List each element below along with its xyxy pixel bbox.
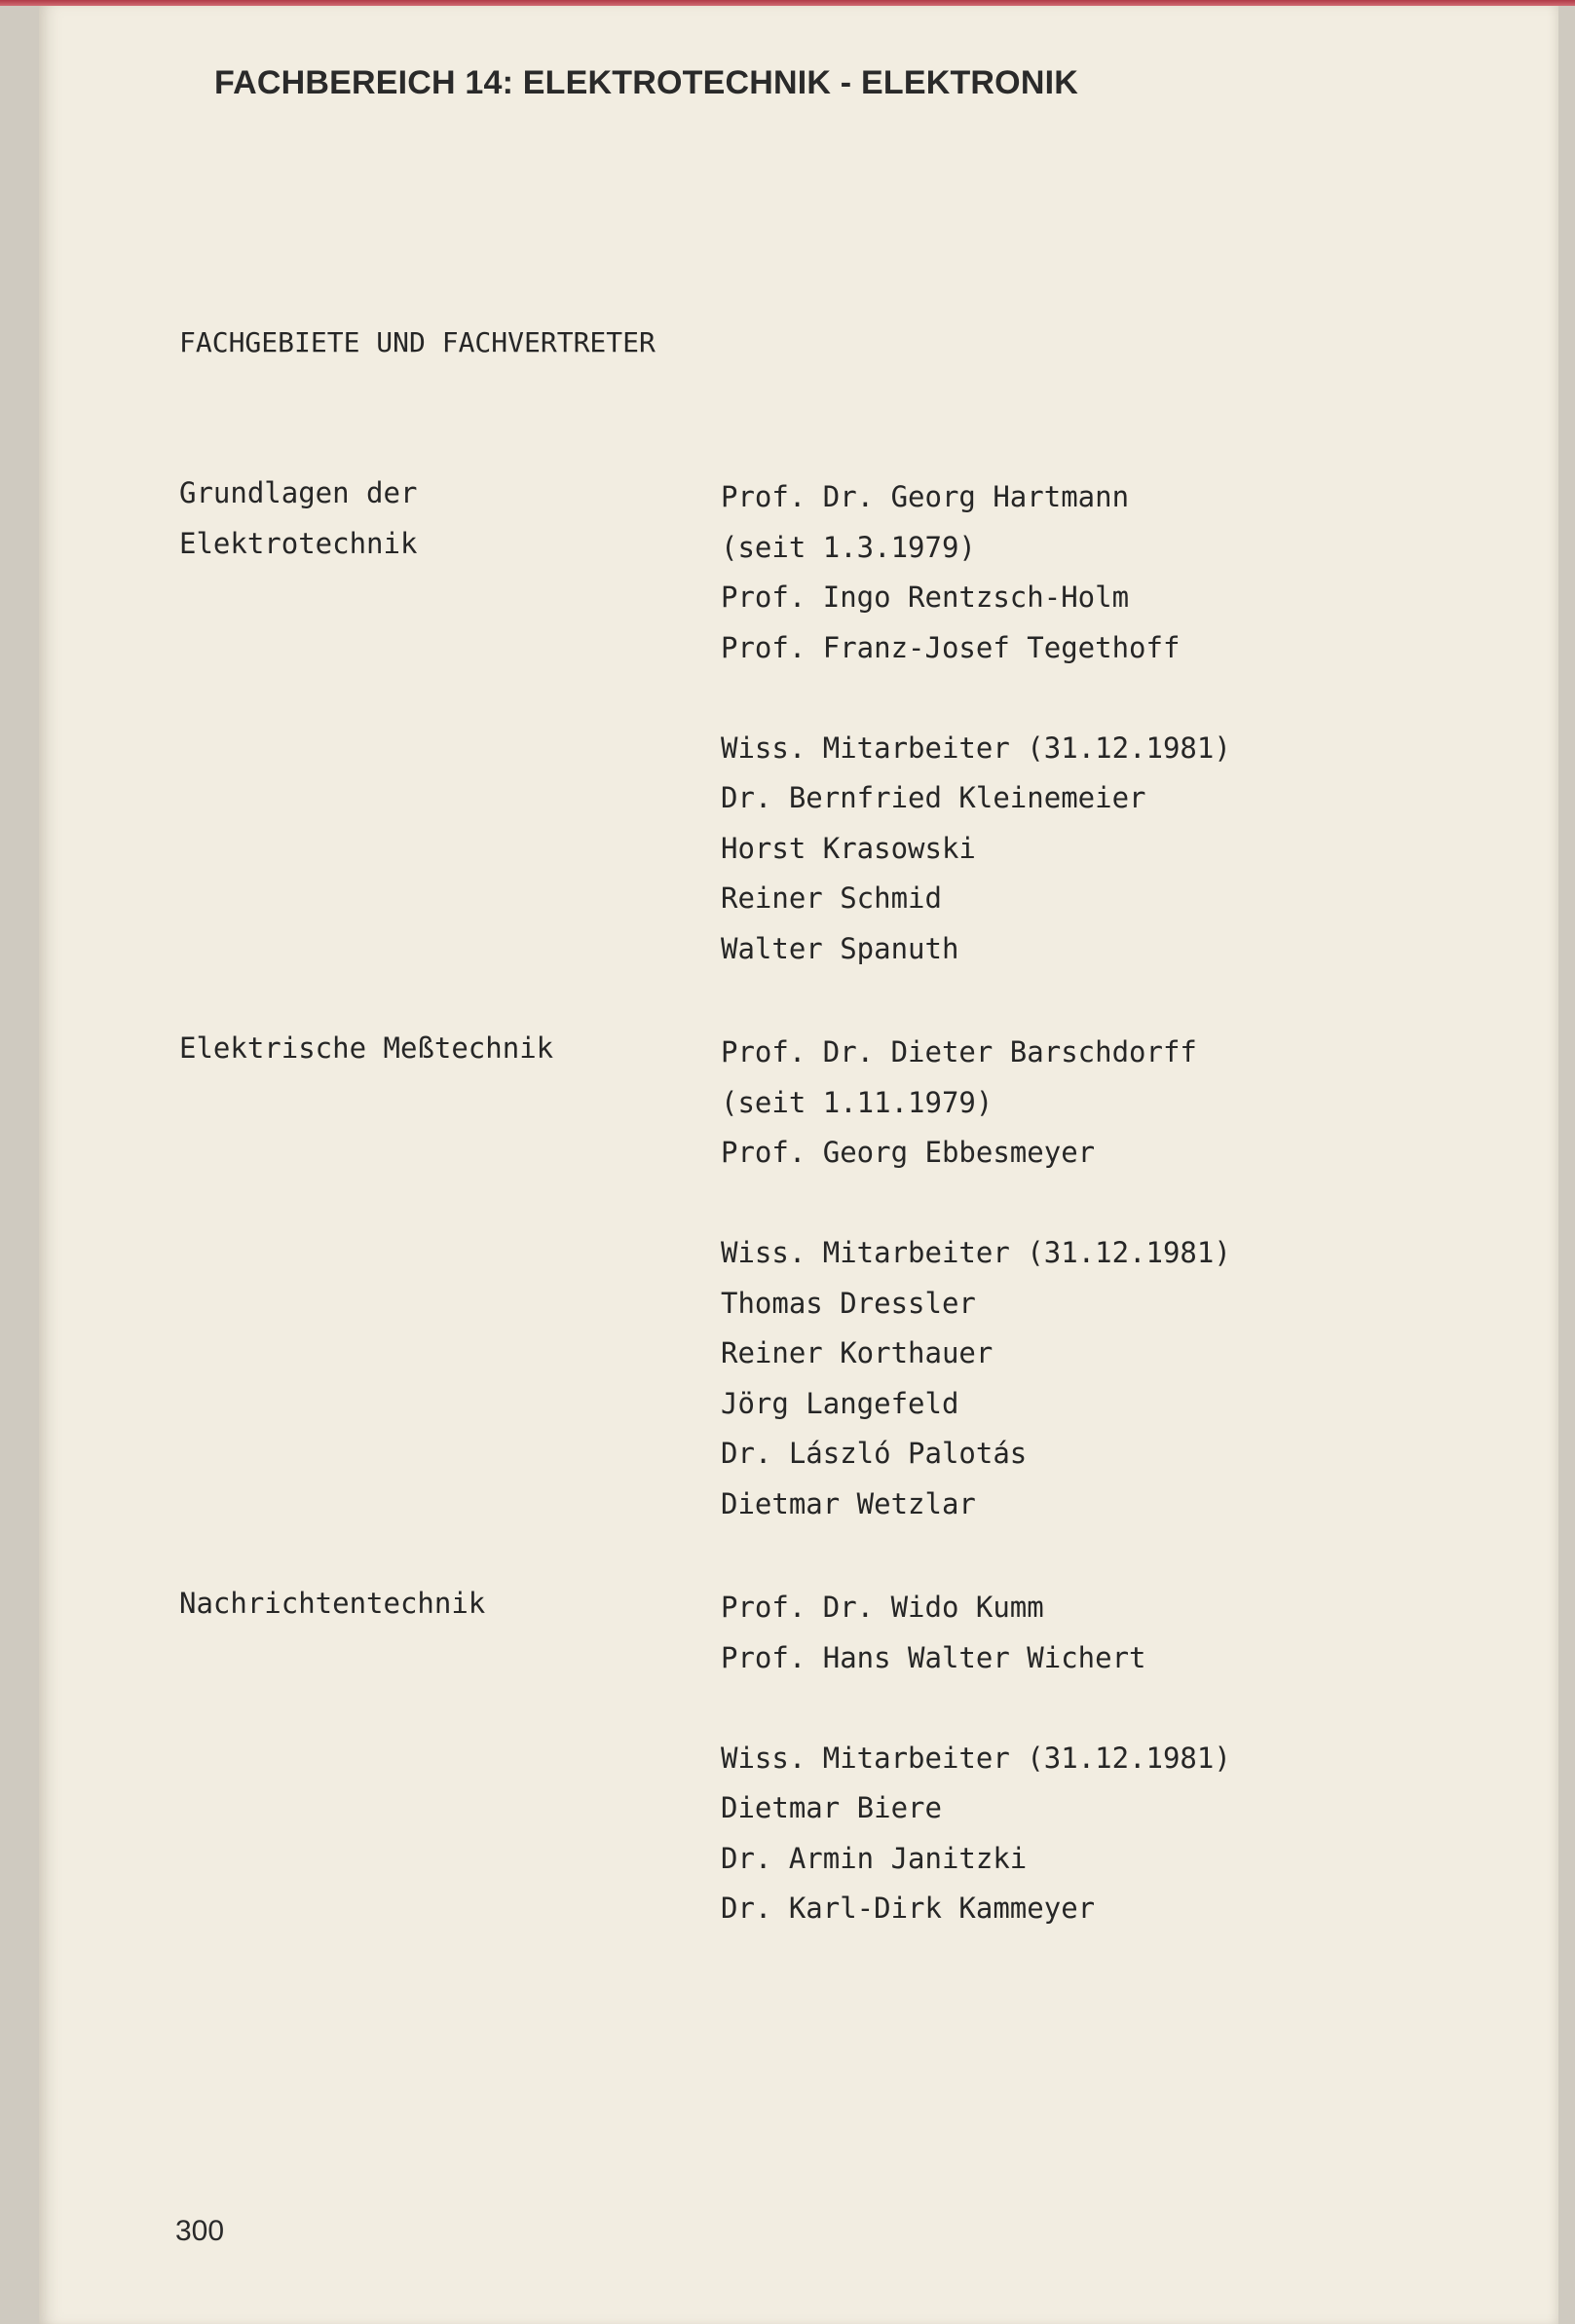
- page-number: 300: [175, 2215, 225, 2247]
- staff-entry: Dr. Bernfried Kleinemeier: [721, 781, 1146, 814]
- staff-entry: Reiner Korthauer: [721, 1336, 994, 1369]
- professor-note: (seit 1.11.1979): [721, 1085, 994, 1119]
- staff-entry: Dr. Armin Janitzki: [721, 1841, 1028, 1875]
- professor-entry: Prof. Dr. Wido Kumm: [721, 1591, 1044, 1624]
- professor-entry: Prof. Hans Walter Wichert: [721, 1640, 1146, 1674]
- field-name-nachrichtentechnik: [179, 1587, 486, 1640]
- spacer: [721, 1189, 1231, 1240]
- spacer: [721, 1694, 1231, 1744]
- field-members-nachrichtentechnik: [721, 1593, 1231, 1945]
- staff-entry: Jörg Langefeld: [721, 1386, 959, 1420]
- professor-entry: Prof. Ingo Rentzsch-Holm: [721, 581, 1130, 614]
- staff-heading: Wiss. Mitarbeiter (31.12.1981): [721, 1741, 1231, 1775]
- field-name-line: Elektrotechnik: [179, 527, 418, 560]
- field-name-line: Nachrichtentechnik: [179, 1587, 486, 1620]
- page-header: FACHBEREICH 14: ELEKTROTECHNIK - ELEKTRONIK: [214, 64, 1078, 101]
- document-page: [39, 6, 1558, 2324]
- professor-entry: Prof. Franz-Josef Tegethoff: [721, 630, 1181, 664]
- professor-entry: Prof. Dr. Dieter Barschdorff: [721, 1035, 1197, 1068]
- staff-heading: Wiss. Mitarbeiter (31.12.1981): [721, 1236, 1231, 1269]
- staff-entry: Thomas Dressler: [721, 1286, 976, 1320]
- staff-entry: Reiner Schmid: [721, 881, 942, 915]
- staff-entry: Walter Spanuth: [721, 931, 959, 965]
- professor-entry: Prof. Georg Ebbesmeyer: [721, 1136, 1096, 1169]
- staff-entry: Dietmar Wetzlar: [721, 1486, 976, 1520]
- professor-entry: Prof. Dr. Georg Hartmann: [721, 480, 1130, 513]
- field-name-line: Elektrische Meßtechnik: [179, 1031, 554, 1065]
- field-members-messtechnik: [721, 1035, 1231, 1540]
- staff-heading: Wiss. Mitarbeiter (31.12.1981): [721, 731, 1231, 765]
- professor-note: (seit 1.3.1979): [721, 530, 976, 564]
- section-title: FACHGEBIETE UND FACHVERTRETER: [179, 326, 656, 358]
- field-name-messtechnik: [179, 1031, 554, 1085]
- staff-entry: Dr. Karl-Dirk Kammeyer: [721, 1892, 1096, 1925]
- spacer: [721, 684, 1231, 734]
- staff-entry: Dietmar Biere: [721, 1791, 942, 1824]
- field-name-grundlagen: [179, 476, 418, 581]
- field-members-grundlagen: [721, 480, 1231, 985]
- field-name-line: Grundlagen der: [179, 476, 418, 509]
- staff-entry: Horst Krasowski: [721, 831, 976, 865]
- staff-entry: Dr. László Palotás: [721, 1437, 1028, 1470]
